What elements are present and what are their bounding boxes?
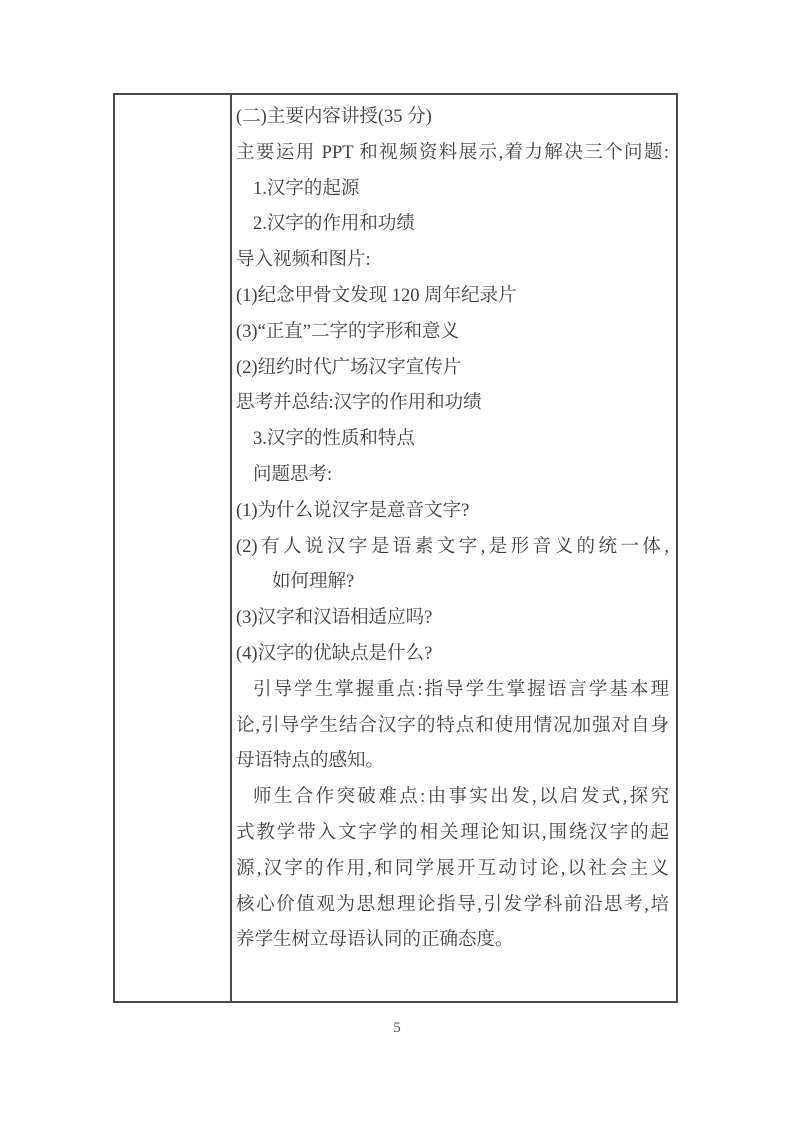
content-line: 问题思考: xyxy=(253,464,333,485)
content-line: 核心价值观为思想理论指导,引发学科前沿思考,培 xyxy=(236,894,669,915)
content-line: (二)主要内容讲授(35 分) xyxy=(236,107,432,127)
content-line: 1.汉字的起源 xyxy=(253,178,360,199)
content-line: 3.汉字的性质和特点 xyxy=(253,429,415,450)
content-line: 2.汉字的作用和功绩 xyxy=(253,214,415,235)
content-line: (2)有人说汉字是语素文字,是形音义的统一体, xyxy=(236,536,669,557)
content-line: 论,引导学生结合汉字的特点和使用情况加强对自身 xyxy=(236,715,669,736)
content-line: 如何理解? xyxy=(272,572,355,593)
content-line: 引导学生掌握重点:指导学生掌握语言学基本理 xyxy=(253,679,669,700)
content-line: (4)汉字的优缺点是什么? xyxy=(236,643,433,664)
content-line: 式教学带入文字学的相关理论知识,围绕汉字的起 xyxy=(236,822,669,843)
content-line: 养学生树立母语认同的正确态度。 xyxy=(236,930,514,951)
content-line: 源,汉字的作用,和同学展开互动讨论,以社会主义 xyxy=(236,858,669,879)
content-line: 思考并总结:汉字的作用和功绩 xyxy=(236,393,482,414)
table-left-empty-cell xyxy=(115,95,232,1001)
content-line: (1)为什么说汉字是意音文字? xyxy=(236,500,470,521)
content-line: 师生合作突破难点:由事实出发,以启发式,探究 xyxy=(253,787,669,808)
content-line: (3)“正直”二字的字形和意义 xyxy=(236,321,459,342)
content-line: (3)汉字和汉语相适应吗? xyxy=(236,608,433,629)
table-content-cell xyxy=(232,95,676,1001)
lesson-plan-table xyxy=(113,93,678,1003)
content-line: 母语特点的感知。 xyxy=(236,751,385,772)
content-line: (2)纽约时代广场汉字宣传片 xyxy=(236,357,462,378)
content-line: 主要运用 PPT 和视频资料展示,着力解决三个问题: xyxy=(236,142,669,163)
content-line: 导入视频和图片: xyxy=(236,250,371,271)
page-number: 5 xyxy=(393,1020,401,1036)
content-line: (1)纪念甲骨文发现 120 周年纪录片 xyxy=(236,285,517,306)
